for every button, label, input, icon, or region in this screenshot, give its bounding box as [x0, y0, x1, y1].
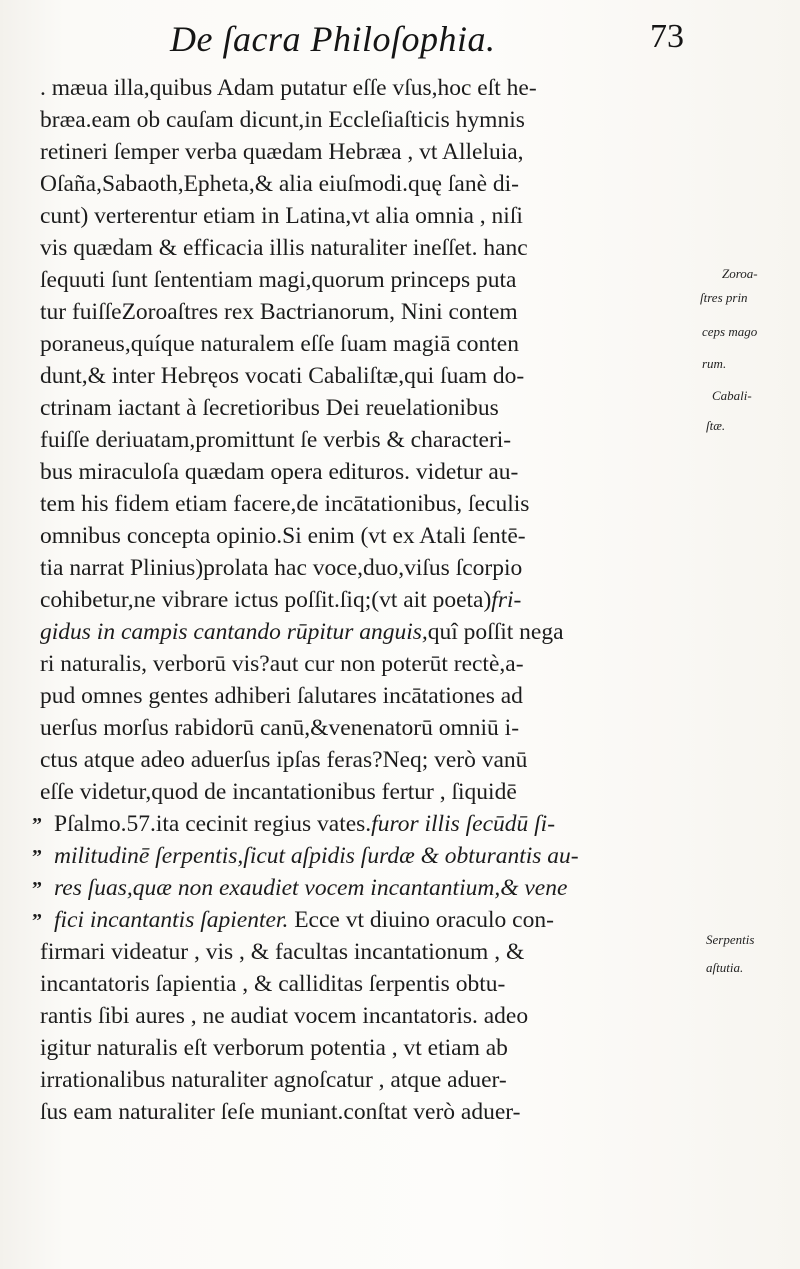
text-line: bus miraculoſa quædam opera edituros. videtur au-	[40, 459, 519, 485]
page-header	[0, 18, 800, 68]
quote-italic: res ſuas,quæ non exaudiet vocem incantantium,& vene	[54, 875, 568, 901]
text-line	[40, 584, 521, 616]
text-line	[32, 808, 556, 840]
text-line: rantis ſibi aures , ne audiat vocem incantatoris. adeo	[40, 1003, 529, 1029]
margin-note: rum.	[702, 356, 727, 371]
page-number: 73	[650, 18, 684, 55]
margin-note: ceps mago	[702, 324, 758, 339]
line-text: quî poſſit nega	[427, 619, 564, 645]
text-line: igitur naturalis eſt verborum potentia , vt etiam ab	[40, 1035, 508, 1061]
quotation-mark: ”	[32, 910, 42, 932]
running-title: De ſacra Philoſophia.	[170, 19, 496, 59]
text-line: ctus atque adeo aduerſus ipſas feras?Neq; verò vanū	[40, 747, 528, 773]
text-line: uerſus morſus rabidorū canū,&venenatorū omniū i-	[40, 715, 520, 741]
text-line: tur fuiſſeZoroaſtres rex Bactrianorum, Nini contem	[40, 299, 518, 325]
text-line: tia narrat Plinius)prolata hac voce,duo,viſus ſcorpio	[40, 555, 523, 581]
line-text: Ecce vt diuino oraculo con-	[294, 907, 554, 933]
text-line: Oſaña,Sabaoth,Epheta,& alia eiuſmodi.quę ſanè di-	[40, 171, 519, 197]
line-text: cohibetur,ne vibrare ictus poſſit.ſiq;(vt ait poeta)	[40, 587, 492, 613]
line-text: Pſalmo.57.ita cecinit regius vates.	[54, 811, 372, 837]
text-line: vis quædam & efficacia illis naturaliter ineſſet. hanc	[40, 235, 528, 261]
text-line: ri naturalis, verborū vis?aut cur non poterūt rectè,a-	[40, 651, 524, 677]
margin-note: Cabali-	[712, 388, 752, 403]
text-line: poraneus,quíque naturalem eſſe ſuam magiā conten	[40, 331, 519, 357]
text-line	[32, 872, 568, 904]
text-line: tem his fidem etiam facere,de incātationibus, ſeculis	[40, 491, 530, 517]
text-line: ſequuti ſunt ſententiam magi,quorum princeps puta	[40, 267, 517, 293]
quote-italic: militudinē ſerpentis,ſicut aſpidis ſurdæ & obturantis au-	[54, 843, 579, 869]
text-line: ctrinam iactant à ſecretioribus Dei reuelationibus	[40, 395, 499, 421]
text-line: cunt) verterentur etiam in Latina,vt alia omnia , niſi	[40, 203, 523, 229]
text-line: ſus eam naturaliter ſeſe muniant.conſtat verò aduer-	[40, 1099, 521, 1125]
quote-italic: furor illis ſecūdū ſi-	[371, 811, 556, 837]
text-line: . mæua illa,quibus Adam putatur eſſe vſus,hoc eſt he-	[40, 75, 537, 101]
text-line	[32, 904, 554, 936]
text-line: eſſe videtur,quod de incantationibus fertur , ſiquidē	[40, 779, 517, 805]
text-line: firmari videatur , vis , & facultas incantationum , &	[40, 939, 525, 965]
text-line	[32, 840, 579, 872]
margin-note: ſtres prin	[700, 290, 748, 305]
quotation-mark: ”	[32, 878, 42, 900]
text-line: retineri ſemper verba quædam Hebræa , vt Alleluia,	[40, 139, 524, 165]
text-line: dunt,& inter Hebręos vocati Cabaliſtæ,qui ſuam do-	[40, 363, 525, 389]
text-line: bræa.eam ob cauſam dicunt,in Eccleſiaſticis hymnis	[40, 107, 525, 133]
quotation-mark: ”	[32, 814, 42, 836]
quotation-mark: ”	[32, 846, 42, 868]
text-line: incantatoris ſapientia , & calliditas ſerpentis obtu-	[40, 971, 506, 997]
text-line	[40, 616, 564, 648]
margin-note: Serpentis	[706, 932, 755, 947]
text-line: fuiſſe deriuatam,promittunt ſe verbis & characteri-	[40, 427, 512, 453]
quote-italic: gidus in campis cantando rūpitur anguis,	[40, 619, 428, 645]
text-line: irrationalibus naturaliter agnoſcatur , atque aduer-	[40, 1067, 507, 1093]
text-line: omnibus concepta opinio.Si enim (vt ex Atali ſentē-	[40, 523, 526, 549]
text-line: pud omnes gentes adhiberi ſalutares incātationes ad	[40, 683, 523, 709]
quote-italic: fici incantantis ſapienter.	[54, 907, 289, 933]
margin-note: Zoroa-	[722, 266, 758, 281]
margin-note: aſtutia.	[706, 960, 744, 975]
margin-note: ſtæ.	[706, 418, 726, 433]
quote-italic: fri-	[491, 587, 522, 613]
